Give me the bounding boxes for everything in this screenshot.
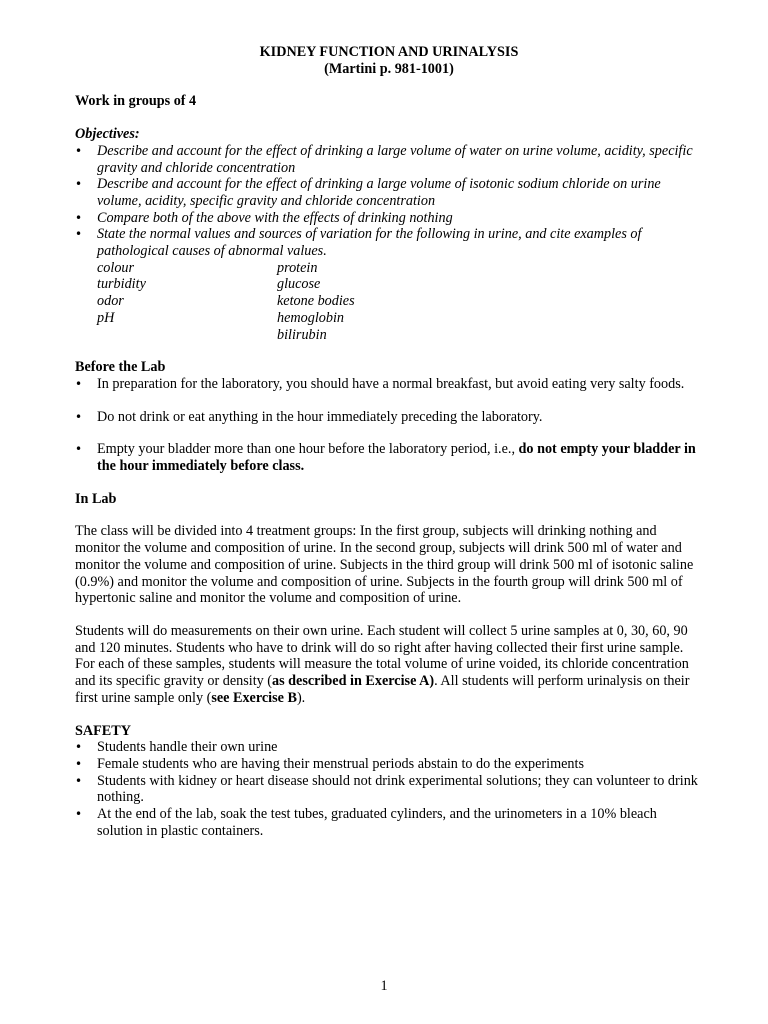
term-row <box>97 310 703 327</box>
term-chemical: bilirubin <box>277 326 327 343</box>
safety-item: • Students handle their own urine <box>75 739 703 756</box>
before-lab-item: • In preparation for the laboratory, you should have a normal breakfast, but avoid eating very salty foods. <box>75 376 703 393</box>
in-lab-heading: In Lab <box>75 490 117 507</box>
term-row <box>97 260 703 277</box>
safety-heading: SAFETY <box>75 722 131 739</box>
term-physical <box>97 327 277 344</box>
before-lab-item-text: Empty your bladder more than one hour before the laboratory period, i.e., <box>97 441 519 458</box>
term-physical: pH <box>97 309 115 326</box>
document-reference: (Martini p. 981-1001) <box>324 60 454 77</box>
in-lab-paragraph-groups: The class will be divided into 4 treatment groups: In the first group, subjects will drinking nothing and monitor the volume and composition of urine. In the second group, subjects will drink 500 ml of water and monitor the volume and composition of urine. Subjects in the third group will drink 500 ml of isotonic saline (0.9%) and monitor the volume and composition of urine. Subjects in the fourth group will drink 500 ml of hypertonic saline and monitor the volume and composition of urine. <box>75 523 694 607</box>
page-number: 1 <box>380 978 388 994</box>
objectives-heading: Objectives: <box>75 126 140 143</box>
objective-item: • Compare both of the above with the effects of drinking nothing <box>75 210 703 227</box>
term-row <box>97 327 703 344</box>
before-lab-heading: Before the Lab <box>75 359 166 376</box>
term-chemical: ketone bodies <box>277 293 355 310</box>
before-lab-list <box>75 409 703 426</box>
paragraph-text: Students will do measurements on their own urine. Each student will collect 5 urine samples at 0, 30, 60, 90 and 120 minutes. Students who have to drink will do so right after having collected their first urine sample. For each of these samples, students will measure the total volume of urine voided, its chloride concentration and its specific gravity or density ( <box>75 622 689 690</box>
term-row <box>97 293 703 310</box>
term-chemical: protein <box>277 259 318 276</box>
exercise-a-reference: as described in Exercise A) <box>272 673 435 690</box>
urine-properties-list <box>75 260 703 344</box>
term-chemical: hemoglobin <box>277 309 344 326</box>
before-lab-list <box>75 441 703 474</box>
objectives-list <box>75 143 703 260</box>
document-page <box>75 44 703 839</box>
in-lab-paragraph-measurements <box>75 623 703 707</box>
safety-item: • Students with kidney or heart disease should not drink experimental solutions; they can volunteer to drink nothing. <box>75 773 703 806</box>
objective-item: • State the normal values and sources of variation for the following in urine, and cite examples of pathological causes of abnormal values. <box>75 226 703 259</box>
work-groups-note: Work in groups of 4 <box>75 93 197 110</box>
before-lab-item: • Do not drink or eat anything in the hour immediately preceding the laboratory. <box>75 409 703 426</box>
term-row <box>97 276 703 293</box>
document-title: KIDNEY FUNCTION AND URINALYSIS <box>259 44 519 60</box>
term-physical: odor <box>97 293 124 310</box>
term-physical: turbidity <box>97 276 146 293</box>
before-lab-item <box>75 441 703 474</box>
objective-item: • Describe and account for the effect of drinking a large volume of isotonic sodium chloride on urine volume, acidity, specific gravity and chloride concentration <box>75 176 703 209</box>
safety-list <box>75 739 703 839</box>
exercise-b-reference: see Exercise B <box>211 689 297 706</box>
term-physical: colour <box>97 259 135 276</box>
objective-item: • Describe and account for the effect of drinking a large volume of water on urine volume, acidity, specific gravity and chloride concentration <box>75 143 703 176</box>
term-chemical: glucose <box>277 276 321 293</box>
paragraph-text: ). <box>296 689 306 706</box>
paragraph-text: . All students will perform urinalysis on their first urine sample only ( <box>75 673 690 706</box>
safety-item: • Female students who are having their menstrual periods abstain to do the experiments <box>75 756 703 773</box>
safety-item: • At the end of the lab, soak the test tubes, graduated cylinders, and the urinometers in a 10% bleach solution in plastic containers. <box>75 806 703 839</box>
before-lab-list <box>75 376 703 393</box>
before-lab-item-emphasis: do not empty your bladder in the hour immediately before class. <box>97 441 696 475</box>
